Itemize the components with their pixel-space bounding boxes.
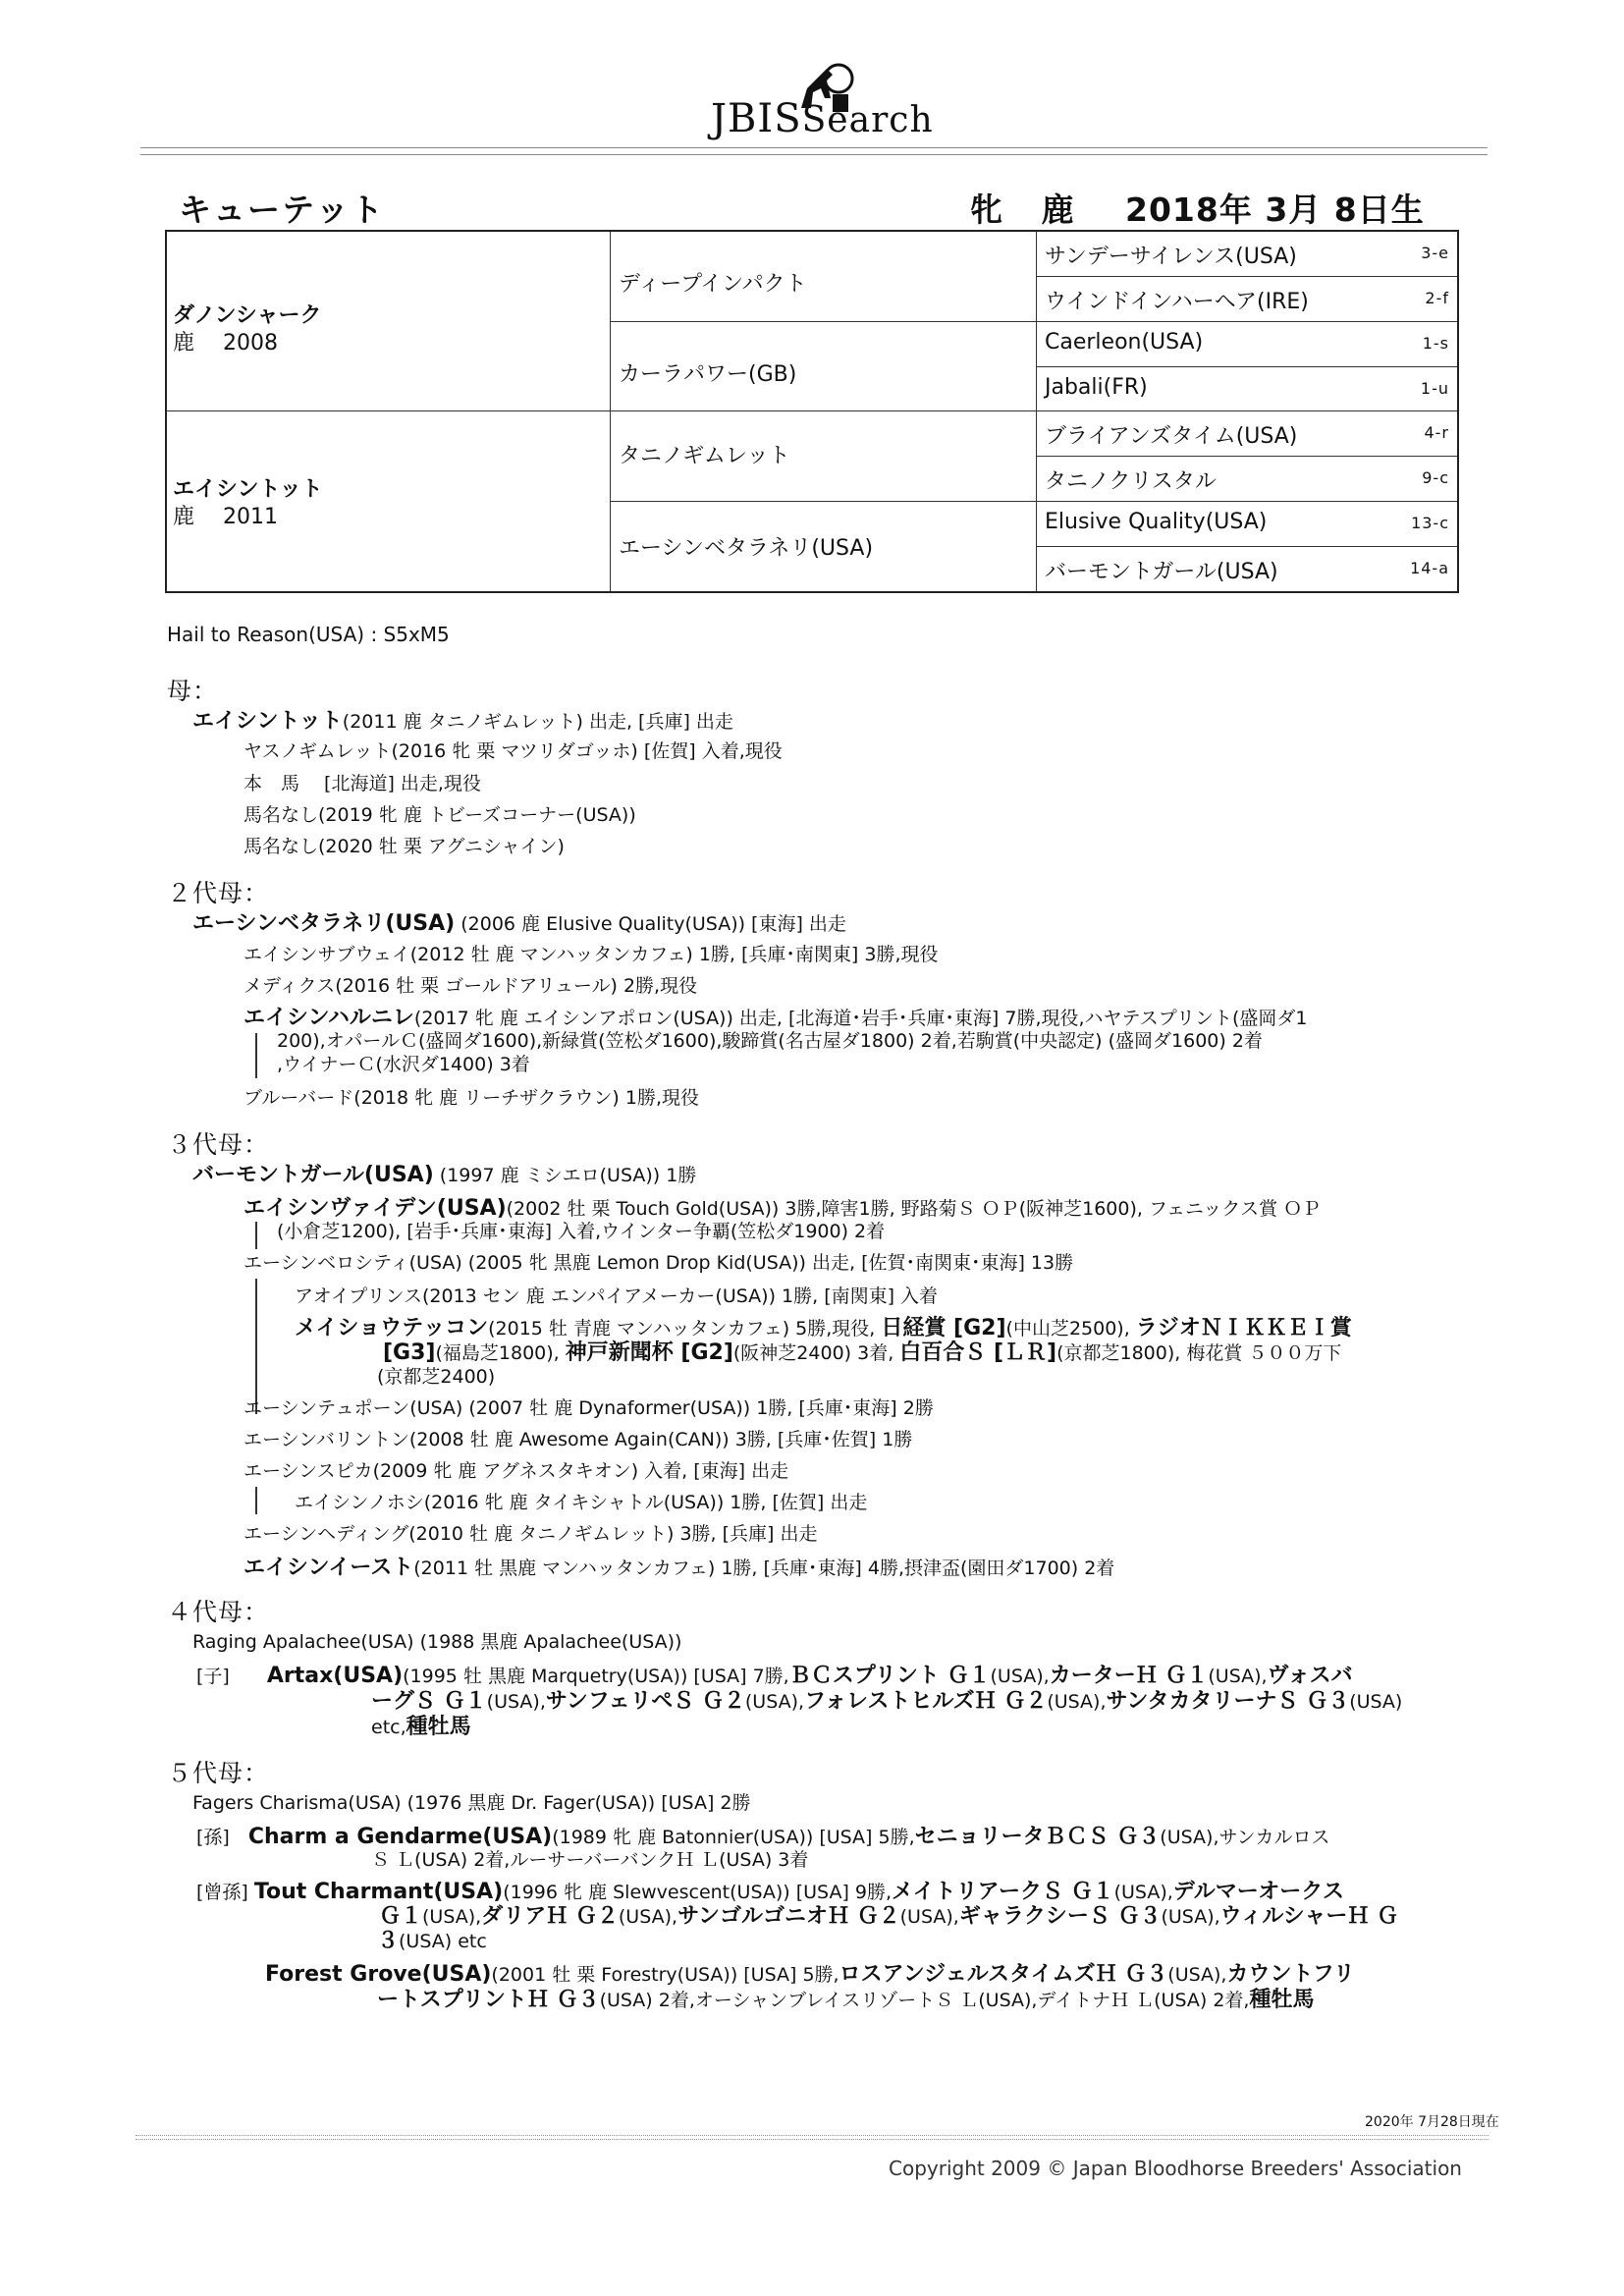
family-line: Ｓ Ｌ(USA) 2着,ルーサーバーバンクＨ Ｌ(USA) 3着	[371, 1849, 809, 1871]
family-line: エーシンテュポーン(USA) (2007 牡 鹿 Dynaformer(USA)) 1勝, [兵庫･東海] 2勝	[244, 1397, 934, 1419]
sire-info: 鹿 2008	[173, 331, 278, 355]
family-line: ブルーバード(2018 牝 鹿 リーチザクラウン) 1勝,現役	[244, 1087, 699, 1109]
as-of-date: 2020年 7月28日現在	[1365, 2114, 1499, 2130]
logo-search: Search	[801, 100, 934, 140]
pedigree-gen3: ウインドインハーヘア(IRE) 2-f	[1037, 277, 1457, 322]
pedigree-gen2: カーラパワー(GB)	[611, 322, 1037, 411]
family-line: エーシンヘディング(2010 牡 鹿 タニノギムレット) 3勝, [兵庫] 出走	[244, 1523, 818, 1545]
family-line: メディクス(2016 牡 栗 ゴールドアリュール) 2勝,現役	[244, 975, 698, 997]
family-line: エイシンイースト(2011 牡 黒鹿 マンハッタンカフェ) 1勝, [兵庫･東海] 4勝,摂津盃(園田ダ1700) 2着	[244, 1556, 1115, 1580]
family-line: 本 馬 [北海道] 出走,現役	[244, 773, 481, 794]
family-line: ーグＳ Ｇ１(USA),サンフェリペＳ Ｇ２(USA),フォレストヒルズＨ Ｇ２(USA),サンタカタリーナＳ Ｇ３(USA)	[371, 1689, 1403, 1714]
tree-connector	[255, 1487, 257, 1514]
copyright: Copyright 2009 © Japan Bloodhorse Breeders' Association	[889, 2157, 1462, 2180]
pedigree-gen3: サンデーサイレンス(USA) 3-e	[1037, 232, 1457, 277]
family-line: エーシンバリントン(2008 牡 鹿 Awesome Again(CAN)) 3勝, [兵庫･佐賀] 1勝	[244, 1429, 913, 1450]
pedigree-table	[165, 230, 1459, 593]
family-line: [曾孫] Tout Charmant(USA)(1996 牝 鹿 Slewvescent(USA)) [USA] 9勝,メイトリアークＳ Ｇ１(USA),デルマーオークス	[196, 1880, 1345, 1904]
family-line: アオイプリンス(2013 セン 鹿 エンパイアメーカー(USA)) 1勝, [南関東] 入着	[295, 1285, 939, 1307]
section-heading: 母：	[167, 677, 219, 705]
family-line: Ｇ１(USA),ダリアＨ Ｇ２(USA),サンゴルゴニオＨ Ｇ２(USA),ギャラクシーＳ Ｇ３(USA),ウィルシャーＨ Ｇ	[379, 1904, 1399, 1929]
pedigree-gen3: Elusive Quality(USA) 13-c	[1037, 502, 1457, 547]
family-line: エーシンベタラネリ(USA) (2006 鹿 Elusive Quality(USA)) [東海] 出走	[192, 911, 846, 936]
tree-connector	[255, 1279, 257, 1414]
family-line: Raging Apalachee(USA) (1988 黒鹿 Apalachee(USA))	[192, 1631, 682, 1653]
inbreeding-note: Hail to Reason(USA) : S5xM5	[167, 623, 450, 646]
family-line: ヤスノギムレット(2016 牝 栗 マツリダゴッホ) [佐賀] 入着,現役	[244, 740, 783, 762]
footer-divider	[135, 2135, 1489, 2136]
pedigree-gen2: ディープインパクト	[611, 232, 1037, 322]
tree-connector	[255, 1033, 257, 1078]
section-heading: ２代母：	[167, 879, 270, 907]
section-heading: ４代母：	[167, 1598, 270, 1626]
logo-jbis: JBIS	[711, 96, 802, 141]
section-heading: ５代母：	[167, 1759, 270, 1787]
horse-name: キューテット	[179, 191, 385, 229]
family-line: ,ウイナーＣ(水沢ダ1400) 3着	[277, 1054, 530, 1075]
jbis-search-logo	[687, 59, 943, 147]
family-line: 200),オパールＣ(盛岡ダ1600),新緑賞(笠松ダ1600),駿蹄賞(名古屋ダ1800) 2着,若駒賞(中央認定) (盛岡ダ1600) 2着	[277, 1030, 1263, 1052]
pedigree-gen2: エーシンベタラネリ(USA)	[611, 502, 1037, 591]
pedigree-gen3: バーモントガール(USA) 14-a	[1045, 559, 1449, 584]
pedigree-gen2: タニノギムレット	[611, 411, 1037, 502]
family-line: 馬名なし(2020 牡 栗 アグニシャイン)	[244, 836, 565, 857]
family-line: (小倉芝1200), [岩手･兵庫･東海] 入着,ウインター争覇(笠松ダ1900) 2着	[277, 1221, 886, 1242]
family-line: [孫] Charm a Gendarme(USA)(1989 牝 鹿 Batonnier(USA)) [USA] 5勝,セニョリータＢＣＳ Ｇ３(USA),サンカルロス	[196, 1825, 1330, 1849]
horse-sex-color: 牝 鹿	[970, 191, 1088, 229]
sire-name: ダノンシャーク	[173, 303, 322, 328]
family-line: (京都芝2400)	[377, 1366, 496, 1388]
family-line: メイショウテッコン(2015 牡 青鹿 マンハッタンカフェ) 5勝,現役, 日経賞 [G2](中山芝2500), ラジオＮＩＫＫＥＩ賞	[295, 1316, 1352, 1340]
horse-birth-date: 2018年 3月 8日生	[1125, 191, 1425, 229]
family-line: Fagers Charisma(USA) (1976 黒鹿 Dr. Fager(USA)) [USA] 2勝	[192, 1792, 751, 1814]
dam-name: エイシントット	[173, 477, 323, 502]
dam-info: 鹿 2011	[173, 505, 278, 529]
family-line: エーシンスピカ(2009 牝 鹿 アグネスタキオン) 入着, [東海] 出走	[244, 1460, 789, 1482]
family-line: エイシンハルニレ(2017 牝 鹿 エイシンアポロン(USA)) 出走, [北海道･岩手･兵庫･東海] 7勝,現役,ハヤテスプリント(盛岡ダ1	[244, 1006, 1308, 1030]
footer-divider	[135, 2139, 1489, 2140]
header-divider	[140, 147, 1488, 155]
family-line: エイシントット(2011 鹿 タニノギムレット) 出走, [兵庫] 出走	[192, 709, 733, 734]
family-line: エイシンヴァイデン(USA)(2002 牡 栗 Touch Gold(USA)) 3勝,障害1勝, 野路菊Ｓ ＯＰ(阪神芝1600), フェニックス賞 ＯＰ	[244, 1196, 1322, 1221]
family-line: エーシンベロシティ(USA) (2005 牝 黒鹿 Lemon Drop Kid(USA)) 出走, [佐賀･南関東･東海] 13勝	[244, 1252, 1074, 1274]
pedigree-sire	[167, 232, 611, 411]
family-line: [子] Artax(USA)(1995 牡 黒鹿 Marquetry(USA)) [USA] 7勝,ＢＣスプリント Ｇ１(USA),カーターＨ Ｇ１(USA),ヴォスバ	[196, 1664, 1353, 1688]
family-line: 馬名なし(2019 牝 鹿 トビーズコーナー(USA))	[244, 804, 636, 826]
family-line: etc,種牡馬	[371, 1715, 471, 1739]
pedigree-gen3: Caerleon(USA) 1-s	[1037, 322, 1457, 367]
family-line: バーモントガール(USA) (1997 鹿 ミシエロ(USA)) 1勝	[192, 1163, 697, 1187]
family-line: Forest Grove(USA)(2001 牡 栗 Forestry(USA)) [USA] 5勝,ロスアンジェルスタイムズＨ Ｇ３(USA),カウントフリ	[265, 1962, 1355, 1987]
pedigree-gen3: ブライアンズタイム(USA) 4-r	[1037, 411, 1457, 457]
pedigree-gen3: タニノクリスタル 9-c	[1037, 457, 1457, 502]
pedigree-gen3: Jabali(FR) 1-u	[1037, 367, 1457, 411]
pedigree-dam	[167, 411, 611, 591]
family-line: ートスプリントＨ Ｇ３(USA) 2着,オーシャンブレイスリゾートＳ Ｌ(USA),デイトナＨ Ｌ(USA) 2着,種牡馬	[377, 1988, 1315, 2012]
family-line: エイシンサブウェイ(2012 牡 鹿 マンハッタンカフェ) 1勝, [兵庫･南関東] 3勝,現役	[244, 944, 939, 965]
family-line: ３(USA) etc	[377, 1929, 487, 1953]
tree-connector	[255, 1222, 257, 1249]
section-heading: ３代母：	[167, 1130, 270, 1159]
family-line: エイシンノホシ(2016 牝 鹿 タイキシャトル(USA)) 1勝, [佐賀] 出走	[295, 1492, 868, 1513]
family-line: [G3](福島芝1800), 神戸新聞杯 [G2](阪神芝2400) 3着, 白百合Ｓ [ＬＲ](京都芝1800), 梅花賞 ５００万下	[383, 1340, 1342, 1365]
